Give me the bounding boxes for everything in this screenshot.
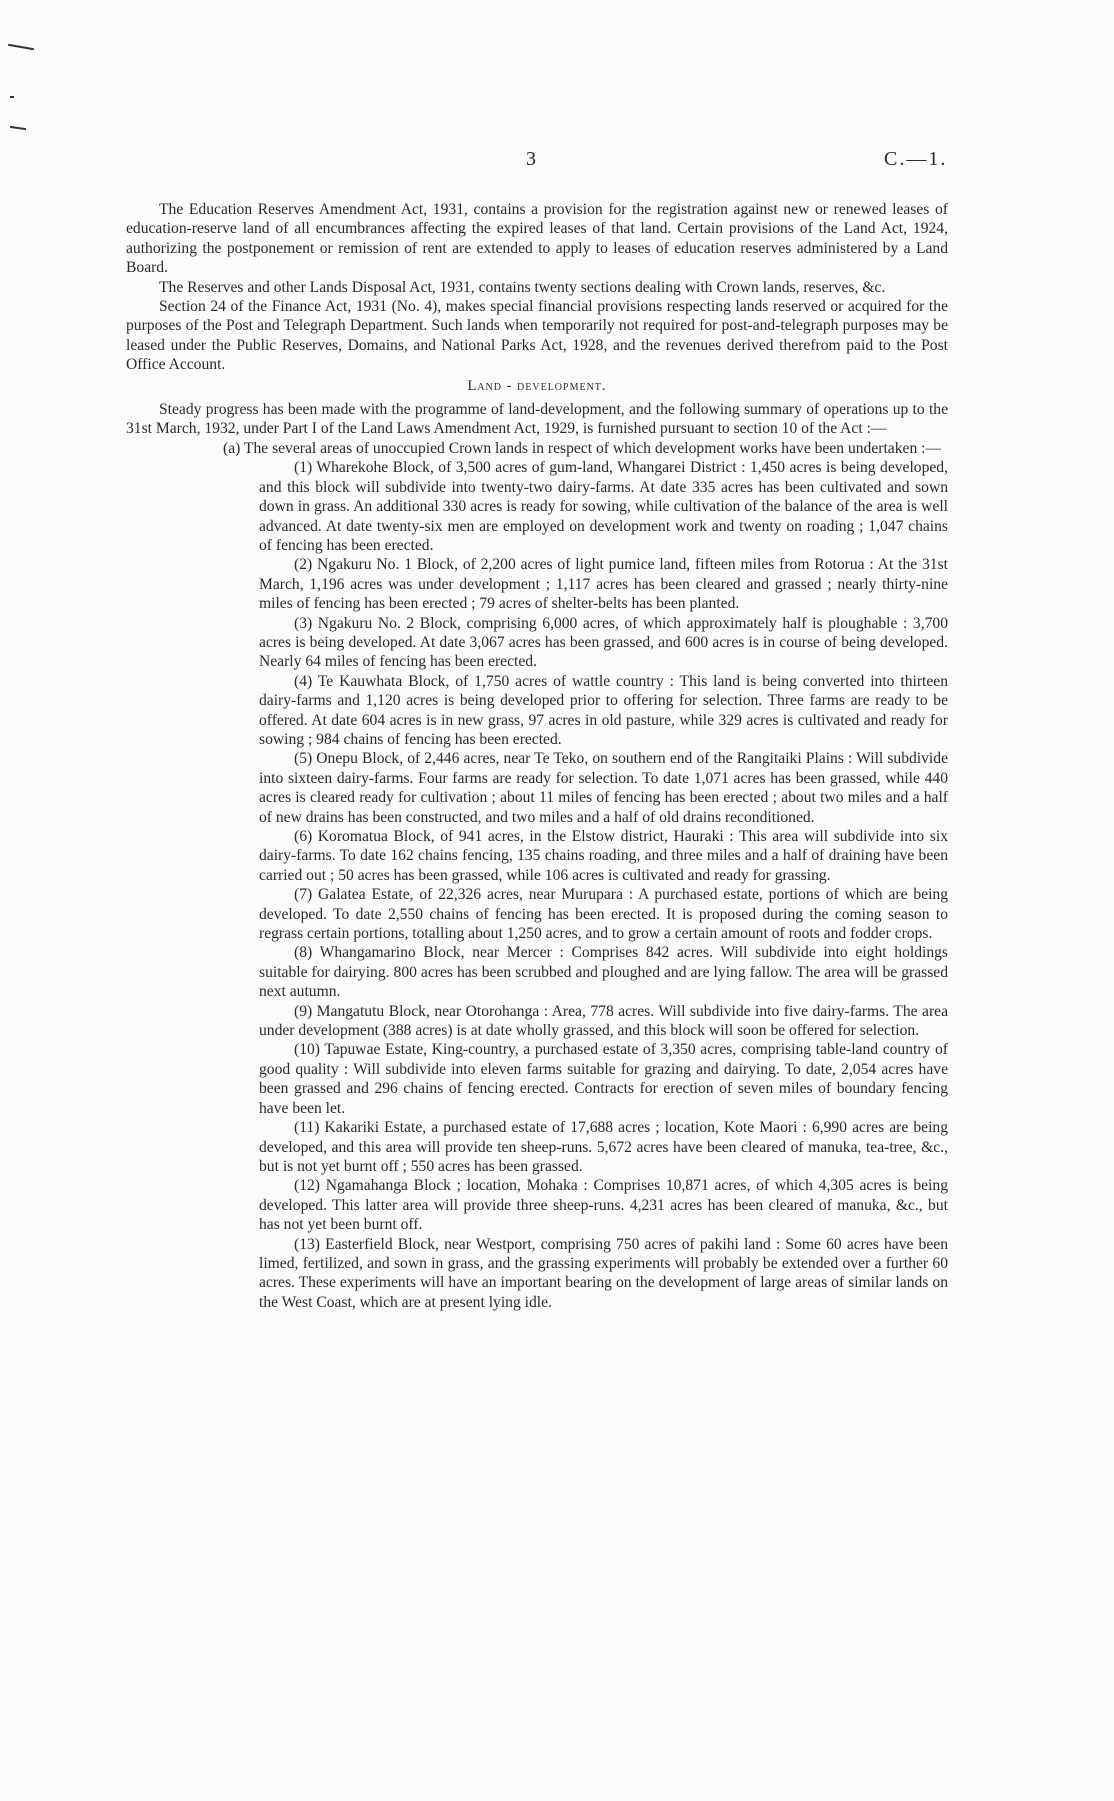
list-item: (12) Ngamahanga Block ; location, Mohaka : Comprises 10,871 acres, of which 4,305 acres is being developed. This latter area will provide three sheep-runs. 4,231 acres has been cleared of manuka, &c., but has not yet been burnt off. xyxy=(259,1177,948,1234)
list-item: (13) Easterfield Block, near Westport, comprising 750 acres of pakihi land : Some 60 acres have been limed, fertilized, and sown in grass, and the grassing experiments will probably be extended over a further 60 acres. These experiments will have an important bearing on the development of large areas of similar lands on the West Coast, which are at present lying idle. xyxy=(259,1235,948,1311)
scan-mark xyxy=(8,44,34,50)
list-item: (9) Mangatutu Block, near Otorohanga : Area, 778 acres. Will subdivide into five dairy-farms. The area under development (388 acres) is at date wholly grassed, and this block will soon be offered for selection. xyxy=(259,1002,948,1040)
paragraph: Steady progress has been made with the programme of land-development, and the following summary of operations up to the 31st March, 1932, under Part I of the Land Laws Amendment Act, 1929, is furnished pursuant to section 10 of the Act :— xyxy=(126,401,948,438)
body-text xyxy=(126,200,948,1312)
list-item: (8) Whangamarino Block, near Mercer : Comprises 842 acres. Will subdivide into eight holdings suitable for dairying. 800 acres has been scrubbed and ploughed and are lying fallow. The area will be grassed next autumn. xyxy=(259,944,948,1001)
document-reference: C.—1. xyxy=(884,148,948,170)
paragraph: The Reserves and other Lands Disposal Act, 1931, contains twenty sections dealing with Crown lands, reserves, &c. xyxy=(159,278,886,296)
page-number: 3 xyxy=(526,148,536,170)
list-item: (11) Kakariki Estate, a purchased estate of 17,688 acres ; location, Kote Maori : 6,990 acres are being developed, and this area will provide ten sheep-runs. 5,672 acres have been cleared of manuka, tea-tree, &c., but is not yet burnt off ; 550 acres has been grassed. xyxy=(259,1119,948,1175)
list-item: (6) Koromatua Block, of 941 acres, in the Elstow district, Hauraki : This area will subdivide into six dairy-farms. To date 162 chains fencing, 135 chains roading, and three miles and a half of draining have been carried out ; 50 acres has been grassed, while 106 acres is cultivated and ready for grassing. xyxy=(259,828,948,884)
list-item: (5) Onepu Block, of 2,446 acres, near Te Teko, on southern end of the Rangitaiki Plains : Will subdivide into sixteen dairy-farms. Four farms are ready for selection. To date 1,071 acres has been grassed, while 440 acres is cleared ready for cultivation ; about 11 miles of fencing has been erected ; about two miles and a half of new drains has been constructed, and two miles and a half of old drains reconditioned. xyxy=(259,750,948,826)
list-item: (10) Tapuwae Estate, King-country, a purchased estate of 3,350 acres, comprising table-land country of good quality : Will subdivide into eleven farms suitable for grazing and dairying. To date, 2,054 acres have been grassed and 296 chains of fencing erected. Contracts for erection of seven miles of boundary fencing have been let. xyxy=(259,1041,948,1117)
scan-mark xyxy=(10,126,26,130)
list-item: (4) Te Kauwhata Block, of 1,750 acres of wattle country : This land is being converted into thirteen dairy-farms and 1,120 acres is being developed prior to offering for selection. Three farms are ready to be offered. At date 604 acres is in new grass, 97 acres in old pasture, while 329 acres is cultivated and ready for sowing ; 984 chains of fencing has been erected. xyxy=(259,672,948,748)
paragraph: The Education Reserves Amendment Act, 1931, contains a provision for the registration against new or renewed leases of education-reserve land of all encumbrances affecting the expired leases of that land. Certain provisions of the Land Act, 1924, authorizing the postponement or remission of rent are extended to apply to leases of education reserves administered by a Land Board. xyxy=(126,201,948,277)
list-item: (1) Wharekohe Block, of 3,500 acres of gum-land, Whangarei District : 1,450 acres is being developed, and this block will subdivide into twenty-two dairy-farms. At date 335 acres has been cultivated and sown down in grass. An additional 330 acres is ready for sowing, while cultivation of the balance of the area is well advanced. At date twenty-six men are employed on development work and twenty on roading ; 1,047 chains of fencing has been erected. xyxy=(259,459,948,554)
section-heading: Land - development. xyxy=(467,377,607,394)
paragraph: (a) The several areas of unoccupied Crown lands in respect of which development works have been undertaken :— xyxy=(223,439,942,457)
paragraph: Section 24 of the Finance Act, 1931 (No. 4), makes special financial provisions respecting lands reserved or acquired for the purposes of the Post and Telegraph Department. Such lands when temporarily not required for post-and-telegraph purposes may be leased under the Public Reserves, Domains, and National Parks Act, 1928, and the revenues derived therefrom paid to the Post Office Account. xyxy=(126,298,948,374)
list-item: (7) Galatea Estate, of 22,326 acres, near Murupara : A purchased estate, portions of which are being developed. To date 2,550 chains of fencing has been erected. It is proposed during the coming season to regrass certain portions, totalling about 1,250 acres, and to grow a certain amount of roots and fodder crops. xyxy=(259,886,948,943)
page-header xyxy=(0,148,1114,178)
list-item: (2) Ngakuru No. 1 Block, of 2,200 acres of light pumice land, fifteen miles from Rotorua : At the 31st March, 1,196 acres was under development ; 1,117 acres has been cleared and grassed ; nearly thirty-nine miles of fencing has been erected ; 79 acres of shelter-belts has been planted. xyxy=(259,556,948,613)
list-item: (3) Ngakuru No. 2 Block, comprising 6,000 acres, of which approximately half is ploughable : 3,700 acres is being developed. At date 3,067 acres has been grassed, and 600 acres is in course of being developed. Nearly 64 miles of fencing has been erected. xyxy=(259,614,948,671)
scan-mark xyxy=(10,96,14,98)
